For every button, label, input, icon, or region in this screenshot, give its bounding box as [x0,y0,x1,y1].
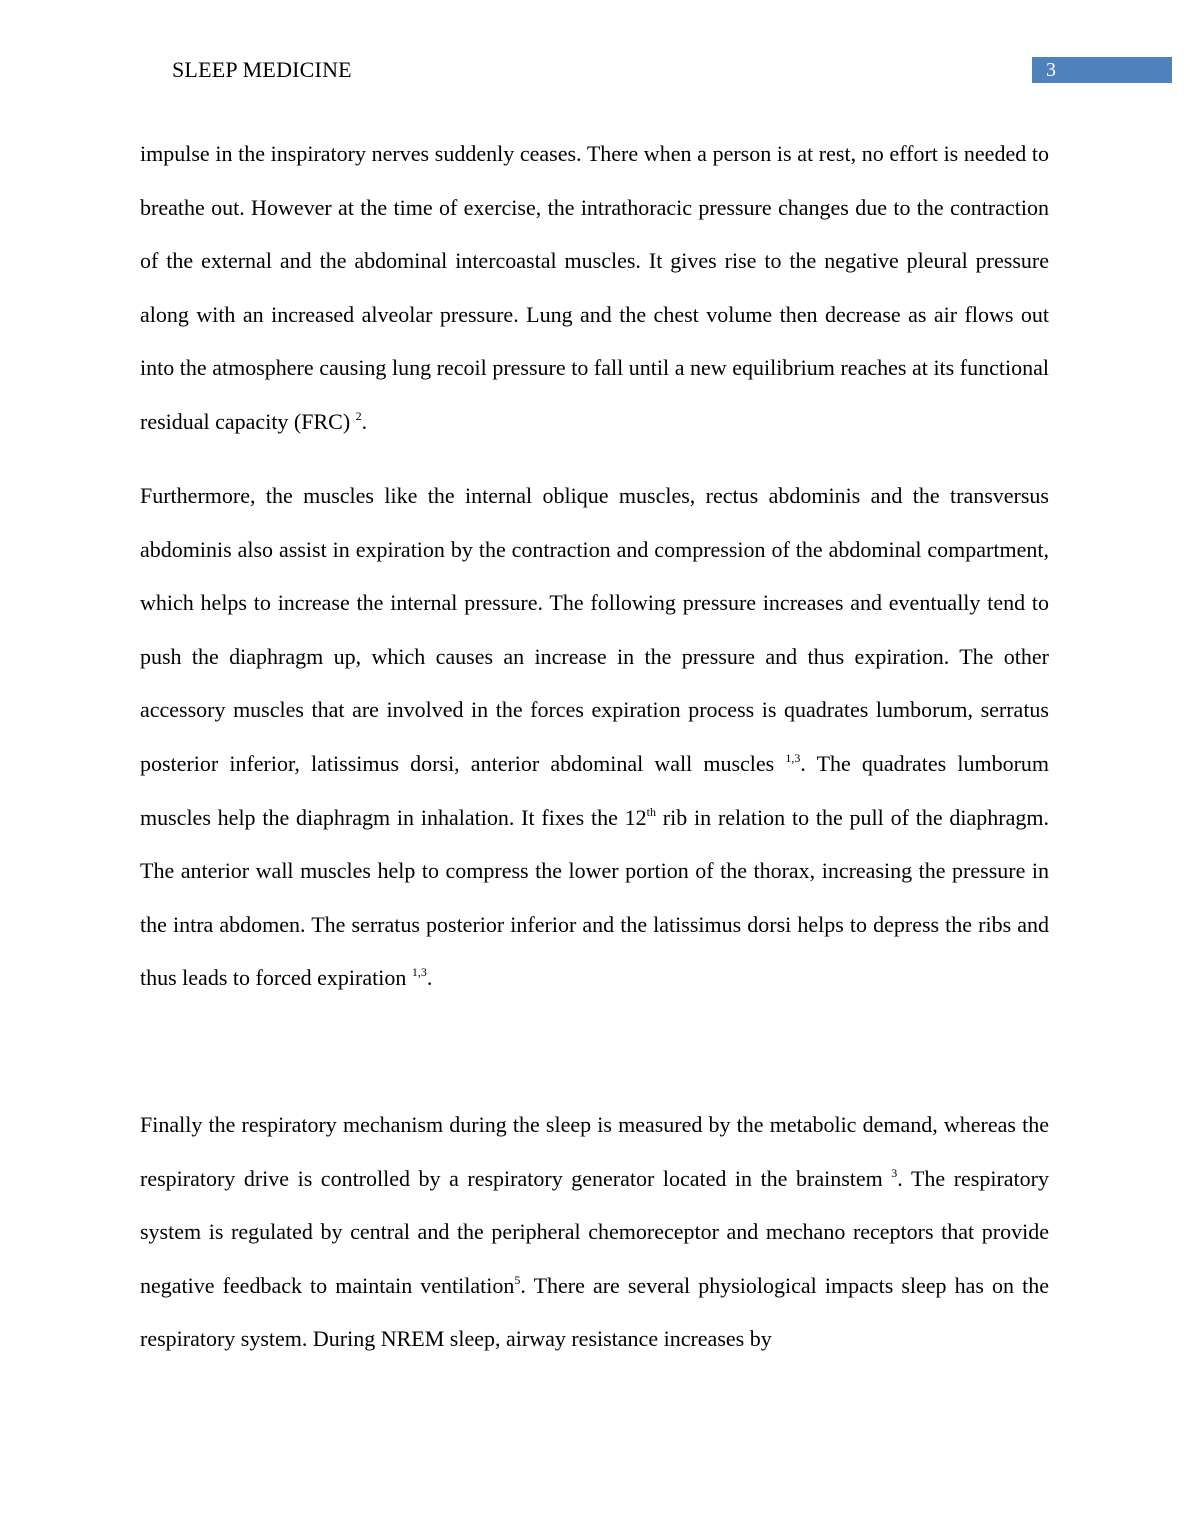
citation-ref: 1,3 [785,750,801,765]
citation-ref: 2 [355,408,362,423]
page-number: 3 [1046,59,1056,81]
citation-ref: 5 [514,1272,521,1287]
page-number-badge [1032,57,1172,83]
paragraph-text: . The respiratory system is regulated by central and the peripheral chemoreceptor and mechano receptors that provide negative feedback to maintain ventilation [140,1165,1049,1298]
running-header-title: SLEEP MEDICINE [172,57,352,82]
paragraph-2 [140,469,1049,1005]
paragraph-text: Furthermore, the muscles like the internal oblique muscles, rectus abdominis and the transversus abdominis also assist in expiration by the contraction and compression of the abdominal compartment, which helps to increase the internal pressure. The following pressure increases and eventually tend to push the diaphragm up, which causes an increase in the pressure and thus expiration. The other accessory muscles that are involved in the forces expiration process is quadrates lumborum, serratus posterior inferior, latissimus dorsi, anterior abdominal wall muscles [140,483,1049,776]
paragraph-text: . There are several physiological impacts sleep has on the respiratory system. During NREM sleep, airway resistance increases by [140,1272,1049,1352]
paragraph-text: . [426,965,433,991]
citation-ref: 1,3 [411,965,427,980]
paragraph-text: rib in relation to the pull of the diaphragm. The anterior wall muscles help to compress the lower portion of the thorax, increasing the pressure in the intra abdomen. The serratus posterior inferior and the latissimus dorsi helps to depress the ribs and thus leads to forced expiration [140,804,1049,991]
paragraph-1 [140,127,1049,449]
paragraph-text: . The quadrates lumborum muscles help the diaphragm in inhalation. It fixes the 12 [140,750,1050,830]
paragraph-text: . [361,408,368,434]
citation-ref: 3 [891,1165,898,1180]
paragraph-3 [140,1098,1049,1366]
paragraph-text: impulse in the inspiratory nerves suddenly ceases. There when a person is at rest, no effort is needed to breathe out. However at the time of exercise, the intrathoracic pressure changes due to the contraction of the external and the abdominal intercoastal muscles. It gives rise to the negative pleural pressure along with an increased alveolar pressure. Lung and the chest volume then decrease as air flows out into the atmosphere causing lung recoil pressure to fall until a new equilibrium reaches at its functional residual capacity (FRC) [140,141,1049,434]
paragraph-text: Finally the respiratory mechanism during the sleep is measured by the metabolic demand, whereas the respiratory drive is controlled by a respiratory generator located in the brainstem [140,1112,1049,1191]
ordinal-suffix: th [646,804,656,819]
